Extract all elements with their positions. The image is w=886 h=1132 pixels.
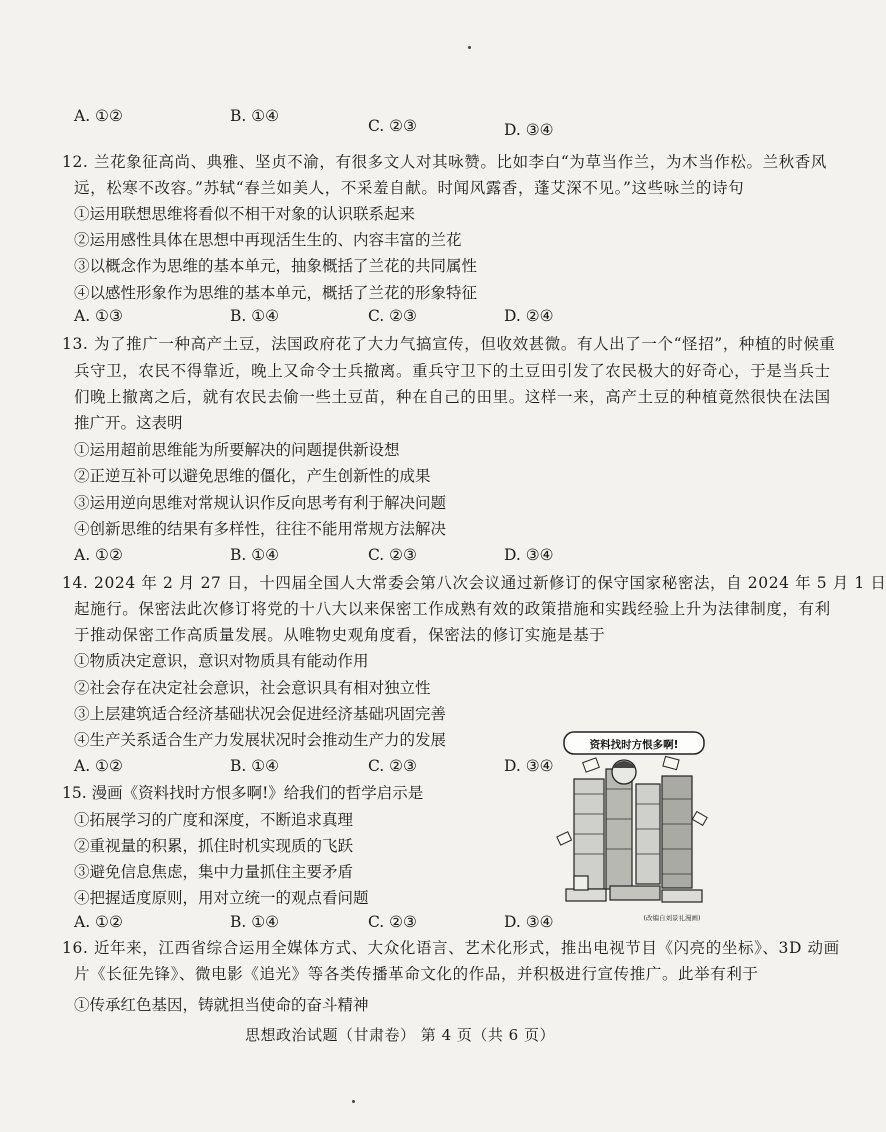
q12-option-a: A. ①③ <box>74 307 123 325</box>
q12-item-1: ①运用联想思维将看似不相干对象的认识联系起来 <box>74 205 416 223</box>
q14-item-1: ①物质决定意识，意识对物质具有能动作用 <box>74 652 369 670</box>
q14-item-4: ④生产关系适合生产力发展状况时会推动生产力的发展 <box>74 731 447 749</box>
q12-option-b: B. ①④ <box>230 307 280 325</box>
q13-stem-line-2: 兵守卫，农民不得靠近，晚上又命令士兵撤离。重兵守卫下的土豆田引发了农民极大的好奇心，于是当兵士 <box>74 362 831 380</box>
q13-stem-line-4: 推广开。这表明 <box>74 414 183 432</box>
q12-stem-line-2: 远，松寒不改容。”苏轼“春兰如美人，不采羞自献。时闻风露香，蓬艾深不见。”这些咏兰的诗句 <box>74 179 745 197</box>
q14-stem-line-1: 14. 2024 年 2 月 27 日，十四届全国人大常委会第八次会议通过新修订的保守国家秘密法，自 2024 年 5 月 1 日 <box>62 574 886 592</box>
q15-item-3: ③避免信息焦虑，集中力量抓住主要矛盾 <box>74 863 354 881</box>
q14-stem-line-2: 起施行。保密法此次修订将党的十八大以来保密工作成熟有效的政策措施和实践经验上升为法律制度，有利 <box>74 600 831 618</box>
q15-item-2: ②重视量的积累，抓住时机实现质的飞跃 <box>74 837 354 855</box>
q14-item-3: ③上层建筑适合经济基础状况会促进经济基础巩固完善 <box>74 705 447 723</box>
q12-item-3: ③以概念作为思维的基本单元，抽象概括了兰花的共同属性 <box>74 257 478 275</box>
q13-item-1: ①运用超前思维能为所要解决的问题提供新设想 <box>74 441 400 459</box>
q14-options <box>74 756 634 776</box>
cartoon-caption: 资料找时方恨多啊! <box>589 739 679 751</box>
q11-options <box>74 106 634 139</box>
q13-option-b: B. ①④ <box>230 546 280 564</box>
q11-option-b: B. ①④ <box>230 107 280 125</box>
q15-item-4: ④把握适度原则，用对立统一的观点看问题 <box>74 889 369 907</box>
q12-item-4: ④以感性形象作为思维的基本单元，概括了兰花的形象特征 <box>74 284 478 302</box>
q15-option-a: A. ①② <box>74 913 123 931</box>
q16-item-1: ①传承红色基因，铸就担当使命的奋斗精神 <box>74 996 369 1014</box>
q15-option-b: B. ①④ <box>230 913 280 931</box>
q15-item-1: ①拓展学习的广度和深度，不断追求真理 <box>74 811 354 829</box>
q14-option-b: B. ①④ <box>230 757 280 775</box>
cartoon-drawing <box>554 724 714 924</box>
q11-option-c: C. ②③ <box>368 117 417 135</box>
q13-options <box>74 545 634 565</box>
q14-item-2: ②社会存在决定社会意识，社会意识具有相对独立性 <box>74 679 431 697</box>
q12-option-d: D. ②④ <box>504 307 554 325</box>
q12-option-c: C. ②③ <box>368 307 417 325</box>
scan-speck <box>352 1100 355 1103</box>
scan-speck <box>468 46 471 49</box>
q13-stem-line-1: 13. 为了推广一种高产土豆，法国政府花了大力气搞宣传，但收效甚微。有人出了一个“怪招”，种植的时候重 <box>62 335 836 353</box>
cartoon-credit: (改编自刘景礼漫画) <box>643 914 701 922</box>
q13-option-a: A. ①② <box>74 546 123 564</box>
q13-stem-line-3: 们晚上撤离之后，就有农民去偷一些土豆苗，种在自己的田里。这样一来，高产土豆的种植竟然很快在法国 <box>74 388 831 406</box>
q11-option-a: A. ①② <box>74 107 123 125</box>
q13-option-c: C. ②③ <box>368 546 417 564</box>
q16-stem-line-2: 片《长征先锋》、微电影《追光》等各类传播革命文化的作品，并积极进行宣传推广。此举有利于 <box>74 965 759 983</box>
cartoon-illustration <box>554 724 714 924</box>
q15-option-d: D. ③④ <box>504 913 554 931</box>
q13-item-4: ④创新思维的结果有多样性，往往不能用常规方法解决 <box>74 520 447 538</box>
q12-item-2: ②运用感性具体在思想中再现活生生的、内容丰富的兰花 <box>74 231 462 249</box>
q12-options <box>74 306 634 326</box>
q13-option-d: D. ③④ <box>504 546 554 564</box>
q15-options <box>74 912 634 932</box>
q14-option-a: A. ①② <box>74 757 123 775</box>
q14-stem-line-3: 于推动保密工作高质量发展。从唯物史观角度看，保密法的修订实施是基于 <box>74 626 606 644</box>
q15-stem-line-1: 15. 漫画《资料找时方恨多啊!》给我们的哲学启示是 <box>62 784 424 802</box>
q13-item-3: ③运用逆向思维对常规认识作反向思考有利于解决问题 <box>74 494 447 512</box>
page-footer: 思想政治试题（甘肃卷） 第 4 页（共 6 页） <box>245 1026 555 1044</box>
q12-stem-line-1: 12. 兰花象征高尚、典雅、坚贞不渝，有很多文人对其咏赞。比如李白“为草当作兰，为木当作松。兰秋香风 <box>62 153 828 171</box>
q13-item-2: ②正逆互补可以避免思维的僵化，产生创新性的成果 <box>74 467 431 485</box>
q15-option-c: C. ②③ <box>368 913 417 931</box>
q14-option-c: C. ②③ <box>368 757 417 775</box>
q11-option-d: D. ③④ <box>504 121 554 139</box>
q16-stem-line-1: 16. 近年来，江西省综合运用全媒体方式、大众化语言、艺术化形式，推出电视节目《闪亮的坐标》、3D 动画 <box>62 939 840 957</box>
q14-option-d: D. ③④ <box>504 757 554 775</box>
